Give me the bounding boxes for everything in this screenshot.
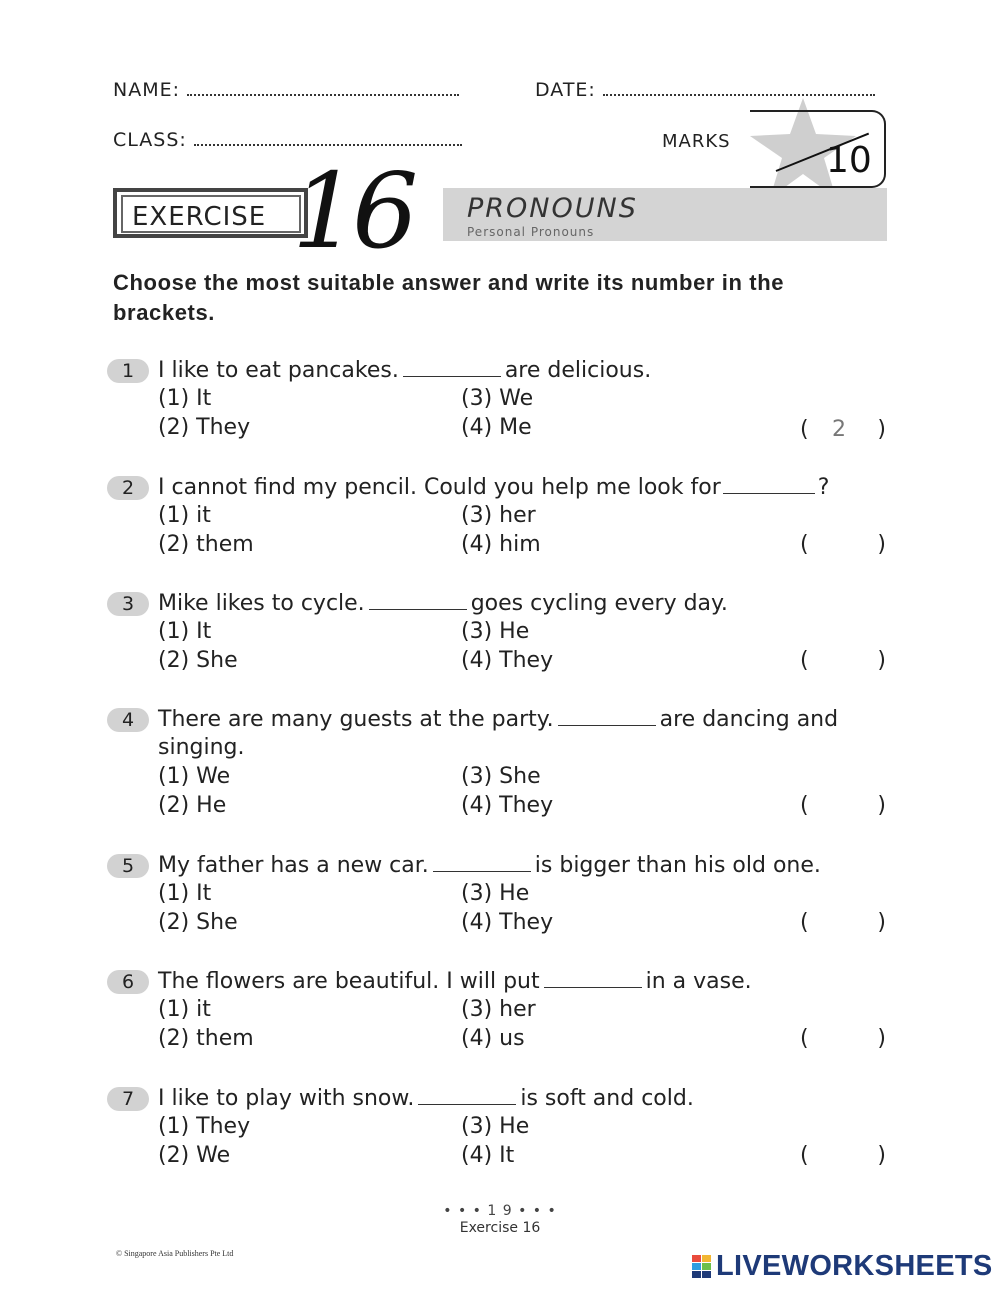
- option-4: (4) It: [461, 1143, 515, 1168]
- option-3: (3) He: [461, 619, 530, 644]
- question-text: My father has a new car. is bigger than his old one.: [158, 853, 821, 878]
- option-4: (4) They: [461, 910, 554, 935]
- question-text: I cannot find my pencil. Could you help me look for ?: [158, 475, 830, 500]
- option-3: (3) He: [461, 881, 530, 906]
- option-2: (2) She: [158, 648, 238, 673]
- option-1: (1) It: [158, 619, 212, 644]
- copyright: © Singapore Asia Publishers Pte Ltd: [116, 1249, 234, 1258]
- option-3: (3) her: [461, 997, 536, 1022]
- blank-line: [544, 968, 642, 988]
- option-1: (1) We: [158, 764, 231, 789]
- question-number: 2: [107, 476, 149, 500]
- option-4: (4) They: [461, 793, 554, 818]
- name-field: [113, 79, 459, 101]
- question-number: 7: [107, 1087, 149, 1111]
- option-4: (4) They: [461, 648, 554, 673]
- option-1: (1) it: [158, 503, 211, 528]
- question-number: 4: [107, 708, 149, 732]
- blank-line: [723, 474, 815, 494]
- blank-line: [369, 590, 467, 610]
- liveworksheets-logo-icon: [692, 1255, 712, 1279]
- class-input-line[interactable]: [194, 132, 462, 146]
- option-4: (4) Me: [461, 415, 532, 440]
- option-1: (1) It: [158, 386, 212, 411]
- option-1: (1) it: [158, 997, 211, 1022]
- date-label: DATE:: [535, 79, 596, 101]
- question-text: Mike likes to cycle. goes cycling every day.: [158, 591, 728, 616]
- option-3: (3) her: [461, 503, 536, 528]
- question-text: I like to eat pancakes. are delicious.: [158, 358, 652, 383]
- option-2: (2) She: [158, 910, 238, 935]
- topic-title: PRONOUNS: [467, 193, 638, 224]
- question-number: 3: [107, 592, 149, 616]
- blank-line: [403, 357, 501, 377]
- answer-value[interactable]: 2: [832, 417, 846, 442]
- name-input-line[interactable]: [187, 82, 459, 96]
- blank-line: [433, 852, 531, 872]
- class-label: CLASS:: [113, 129, 187, 151]
- liveworksheets-brand[interactable]: LIVEWORKSHEETS: [716, 1250, 993, 1282]
- question-number: 1: [107, 359, 149, 383]
- option-2: (2) We: [158, 1143, 231, 1168]
- page-number: • • • 1 9 • • •: [443, 1203, 557, 1219]
- blank-line: [558, 706, 656, 726]
- topic-subtitle: Personal Pronouns: [467, 225, 595, 239]
- date-input-line[interactable]: [603, 82, 875, 96]
- exercise-reference: Exercise 16: [459, 1220, 541, 1236]
- exercise-label: EXERCISE: [132, 202, 267, 232]
- option-4: (4) him: [461, 532, 541, 557]
- option-3: (3) She: [461, 764, 541, 789]
- name-label: NAME:: [113, 79, 181, 101]
- question-number: 6: [107, 970, 149, 994]
- option-1: (1) They: [158, 1114, 251, 1139]
- marks-label: MARKS: [662, 131, 731, 152]
- option-3: (3) We: [461, 386, 534, 411]
- marks-total: 10: [826, 140, 872, 181]
- instructions: Choose the most suitable answer and write its number in the brackets.: [113, 270, 785, 325]
- option-4: (4) us: [461, 1026, 525, 1051]
- option-2: (2) them: [158, 532, 254, 557]
- question-text: There are many guests at the party. are dancing and: [158, 707, 839, 732]
- question-text: I like to play with snow. is soft and cold.: [158, 1086, 694, 1111]
- option-1: (1) It: [158, 881, 212, 906]
- class-field: [113, 129, 462, 151]
- option-2: (2) He: [158, 793, 227, 818]
- exercise-number: 16: [292, 150, 413, 272]
- option-2: (2) them: [158, 1026, 254, 1051]
- question-number: 5: [107, 854, 149, 878]
- question-text-continued: singing.: [158, 735, 245, 760]
- question-text: The flowers are beautiful. I will put in a vase.: [158, 969, 752, 994]
- option-3: (3) He: [461, 1114, 530, 1139]
- blank-line: [418, 1085, 516, 1105]
- option-2: (2) They: [158, 415, 251, 440]
